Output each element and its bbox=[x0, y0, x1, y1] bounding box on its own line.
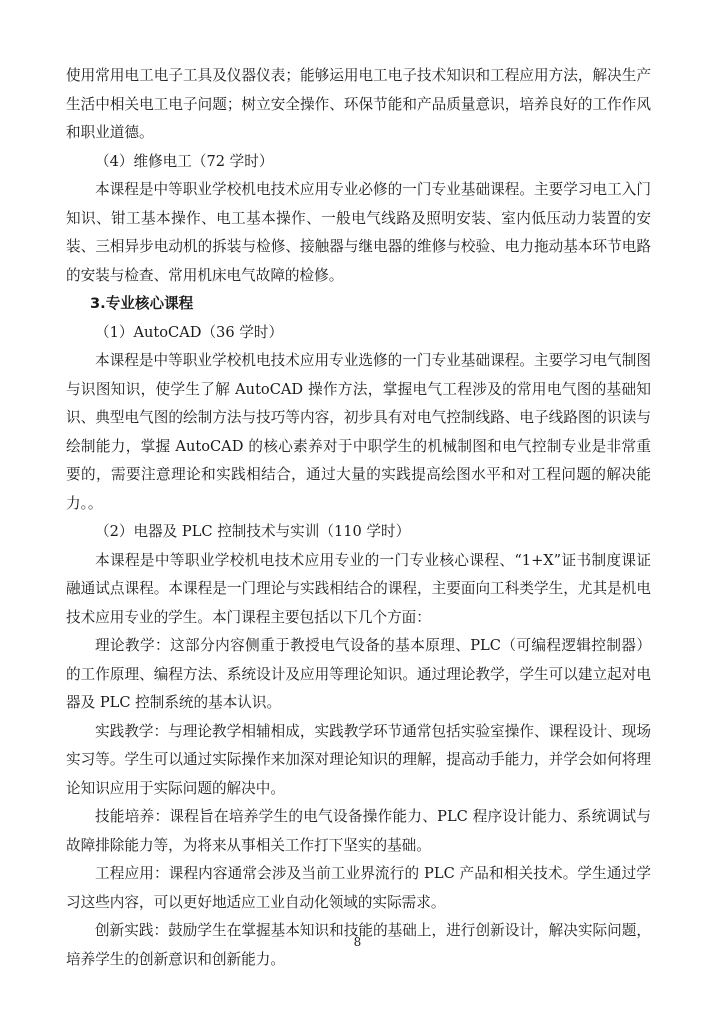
paragraph-theory-teaching: 理论教学：这部分内容侧重于教授电气设备的基本原理、PLC（可编程逻辑控制器）的工作原理、编程方法、系统设计及应用等理论知识。通过理论教学，学生可以建立起对电器及 PLC 控制系统的基本认识。 bbox=[66, 637, 651, 711]
course-heading-1: （1）AutoCAD（36 学时） bbox=[95, 323, 284, 341]
paragraph-maintenance-electrician: 本课程是中等职业学校机电技术应用专业必修的一门专业基础课程。主要学习电工入门知识、钳工基本操作、电工基本操作、一般电气线路及照明安装、室内低压动力装置的安装、三相异步电动机的拆装与检修、接触器与继电器的维修与校验、电力拖动基本环节电路的安装与检查、常用机床电气故障的检修。 bbox=[66, 181, 651, 284]
paragraph-innovation-practice: 创新实践：鼓励学生在掌握基本知识和技能的基础上，进行创新设计，解决实际问题，培养学生的创新意识和创新能力。 bbox=[66, 922, 651, 968]
section-heading-core-courses: 3.专业核心课程 bbox=[90, 295, 194, 312]
course-heading-4: （4）维修电工（72 学时） bbox=[95, 152, 274, 170]
paragraph-practice-teaching: 实践教学：与理论教学相辅相成，实践教学环节通常包括实验室操作、课程设计、现场实习等。学生可以通过实际操作来加深对理论知识的理解，提高动手能力，并学会如何将理论知识应用于实际问题的解决中。 bbox=[66, 722, 651, 797]
paragraph-engineering-application: 工程应用：课程内容通常会涉及当前工业界流行的 PLC 产品和相关技术。学生通过学习这些内容，可以更好地适应工业自动化领域的实际需求。 bbox=[66, 865, 651, 911]
paragraph-autocad: 本课程是中等职业学校机电技术应用专业选修的一门专业基础课程。主要学习电气制图与识图知识，使学生了解 AutoCAD 操作方法，掌握电气工程涉及的常用电气图的基础知识、典型电气图的绘制方法与技巧等内容，初步具有对电气控制线路、电子线路图的识读与绘制能力，掌握 AutoCAD 的核心素养对于中职学生的机械制图和电气控制专业是非常重要的，需要注意理论和实践相结合，通过大量的实践提高绘图水平和对工程问题的解决能力。。 bbox=[66, 352, 651, 512]
paragraph-plc-intro: 本课程是中等职业学校机电技术应用专业的一门专业核心课程、“1+X”证书制度课证融通试点课程。本课程是一门理论与实践相结合的课程，主要面向工科类学生，尤其是机电技术应用专业的学生。本门课程主要包括以下几个方面： bbox=[66, 551, 651, 626]
page-number: 8 bbox=[353, 935, 362, 949]
paragraph-skill-training: 技能培养：课程旨在培养学生的电气设备操作能力、PLC 程序设计能力、系统调试与故障排除能力等，为将来从事相关工作打下坚实的基础。 bbox=[66, 808, 651, 854]
paragraph-continuation: 使用常用电工电子工具及仪器仪表；能够运用电工电子技术知识和工程应用方法，解决生产生活中相关电工电子问题；树立安全操作、环保节能和产品质量意识，培养良好的工作作风和职业道德。 bbox=[66, 67, 651, 141]
course-heading-2: （2）电器及 PLC 控制技术与实训（110 学时） bbox=[95, 523, 411, 540]
page-body bbox=[66, 62, 651, 974]
